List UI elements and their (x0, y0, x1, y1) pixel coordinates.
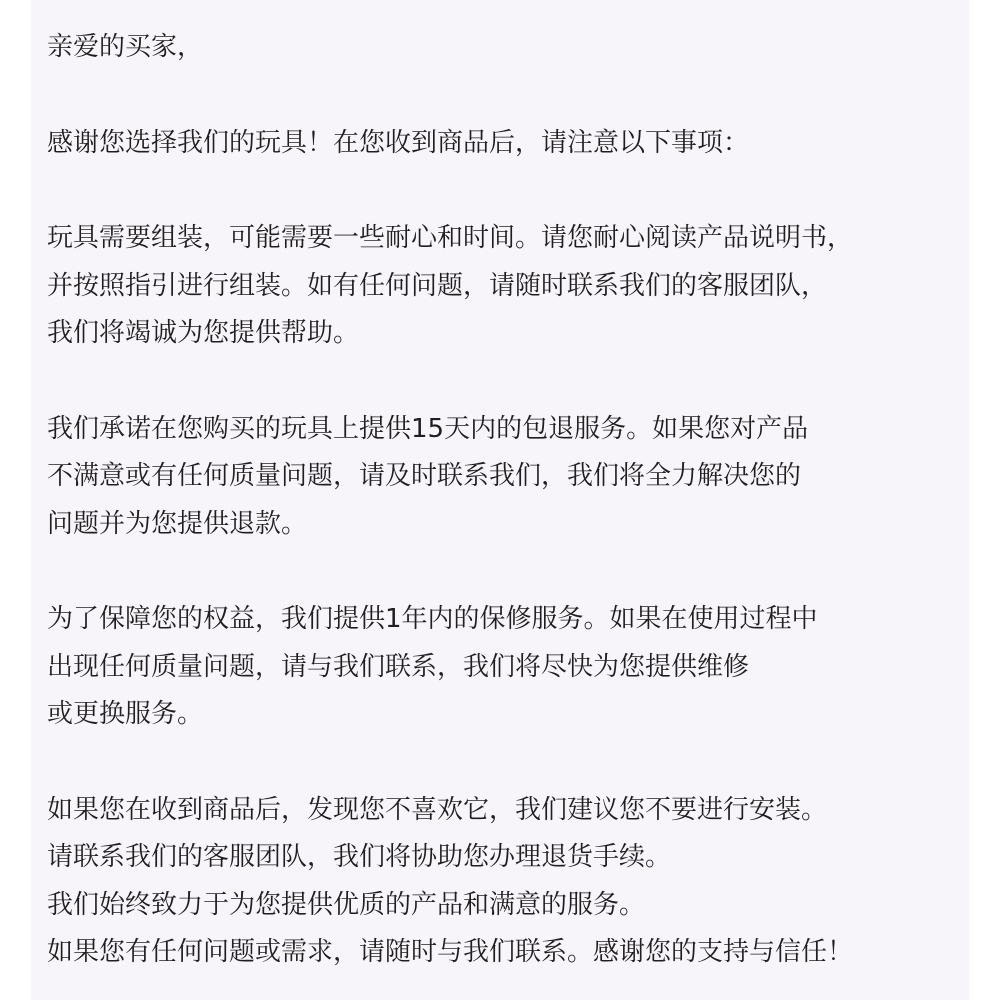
paragraph-line: 玩具需要组装，可能需要一些耐心和时间。请您耐心阅读产品说明书， (47, 223, 854, 253)
paragraph-line: 如果您在收到商品后，发现您不喜欢它，我们建议您不要进行安装。 (47, 794, 828, 825)
paragraph-line: 或更换服务。 (47, 699, 204, 729)
intro-text: 感谢您选择我们的玩具！在您收到商品后，请注意以下事项： (47, 127, 750, 158)
paragraph-line: 我们承诺在您购买的玩具上提供15天内的包退服务。如果您对产品 (47, 413, 809, 444)
paragraph-line: 如果您有任何问题或需求，请随时与我们联系。感谢您的支持与信任！ (47, 937, 854, 967)
paragraph-line: 我们始终致力于为您提供优质的产品和满意的服务。 (47, 889, 646, 920)
paragraph-line: 我们将竭诚为您提供帮助。 (47, 318, 360, 348)
greeting-text: 亲爱的买家， (47, 32, 204, 62)
paragraph-line: 并按照指引进行组装。如有任何问题，请随时联系我们的客服团队， (47, 270, 828, 301)
intro-paragraph (47, 120, 969, 168)
letter-page (31, 0, 969, 1000)
paragraph-line: 不满意或有任何质量问题，请及时联系我们，我们将全力解决您的 (47, 461, 802, 491)
refund-paragraph (47, 406, 969, 549)
warranty-paragraph (47, 596, 969, 739)
paragraph-line: 问题并为您提供退款。 (47, 508, 308, 539)
return-paragraph (47, 787, 969, 977)
paragraph-line: 出现任何质量问题，请与我们联系，我们将尽快为您提供维修 (47, 651, 750, 682)
assembly-paragraph (47, 215, 969, 358)
paragraph-line: 为了保障您的权益，我们提供1年内的保修服务。如果在使用过程中 (47, 604, 818, 634)
greeting-paragraph (47, 24, 969, 72)
paragraph-line: 请联系我们的客服团队，我们将协助您办理退货手续。 (47, 842, 672, 872)
